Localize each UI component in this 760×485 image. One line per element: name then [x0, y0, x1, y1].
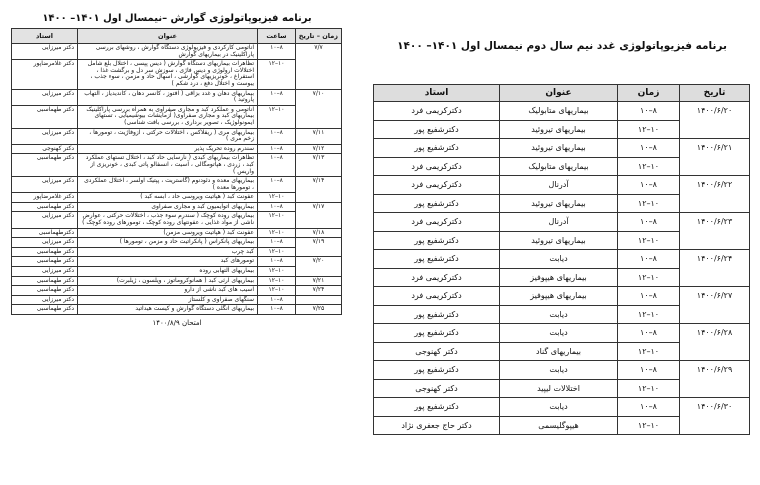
time-cell: ۸–۱۰ — [258, 154, 296, 177]
table-row — [12, 105, 342, 128]
table-row — [374, 398, 750, 417]
header-date: زمان – تاریخ — [296, 29, 342, 44]
time-cell: ۸–۱۰ — [258, 144, 296, 154]
table-row — [374, 213, 750, 232]
subject-cell: آدرنال — [500, 213, 618, 232]
date-cell: ۷/۷ — [296, 44, 342, 90]
date-cell: ۷/۱۴ — [296, 177, 342, 203]
subject-cell: بیماریهای گناد — [500, 342, 618, 361]
date-cell: ۷/۱۰ — [296, 89, 342, 128]
time-cell: ۱۰–۱۲ — [618, 379, 680, 398]
teacher-cell: دکترکریمی فرد — [374, 268, 500, 287]
time-cell: ۱۰–۱۲ — [618, 231, 680, 250]
time-cell: ۱۰–۱۲ — [258, 267, 296, 277]
teacher-cell: دکترکریمی فرد — [374, 287, 500, 306]
subject-cell: بیماریهای هیپوفیز — [500, 268, 618, 287]
table-row — [12, 295, 342, 305]
teacher-cell: دکترشفیع پور — [374, 250, 500, 269]
teacher-cell: دکترکریمی فرد — [374, 102, 500, 121]
table-row — [12, 305, 342, 315]
subject-cell: بیماریهای ارثی کبد ( همانوکروماتوز ، ویلسون ، ژیلبرت) — [78, 276, 258, 286]
subject-cell: بیماریهای اتوایمیون کبد و مجاری صفراوی — [78, 202, 258, 212]
time-cell: ۸–۱۰ — [618, 176, 680, 195]
teacher-cell: دکترکریمی فرد — [374, 213, 500, 232]
date-cell: ۱۴۰۰/۶/۲۷ — [680, 287, 750, 324]
subject-cell: عفونت کبد ( هپاتیت ویروسی حاد ، آبسه کبد ) — [78, 193, 258, 203]
date-cell: ۷/۱۹ — [296, 238, 342, 257]
date-cell: ۱۴۰۰/۶/۲۹ — [680, 361, 750, 398]
teacher-cell: دکترکریمی فرد — [374, 176, 500, 195]
table-row — [12, 144, 342, 154]
teacher-cell: دکترشفیع پور — [374, 120, 500, 139]
date-cell: ۷/۲۱ — [296, 276, 342, 286]
subject-cell: تومورهای کبد — [78, 257, 258, 267]
table-row — [12, 212, 342, 228]
teacher-cell: دکتر طهماسبی — [12, 305, 78, 315]
time-cell: ۸–۱۰ — [258, 128, 296, 144]
date-cell: ۱۴۰۰/۶/۲۸ — [680, 324, 750, 361]
subject-cell: آسیب های کبد ناشی از دارو — [78, 286, 258, 296]
table-row — [12, 44, 342, 60]
teacher-cell: دکترشفیع پور — [374, 398, 500, 417]
time-cell: ۸–۱۰ — [258, 238, 296, 248]
date-cell: ۱۴۰۰/۶/۲۲ — [680, 176, 750, 213]
teacher-cell: دکتر میرزایی — [12, 267, 78, 277]
date-cell: ۷/۲۰ — [296, 257, 342, 276]
gi-schedule-body — [12, 44, 342, 315]
time-cell: ۱۰–۱۲ — [258, 228, 296, 238]
teacher-cell: دکترشفیع پور — [374, 231, 500, 250]
subject-cell: تظاهرات بیماریهای کبدی ( نارسایی حاد کبد ، اختلال تستهای عملکرد کبد ، زردی ، هپاتومگالی ، آسیت ، انسفالو پاتی کبدی ، خونریزی از واریس ) — [78, 154, 258, 177]
subject-cell: بیماریهای معده و دئودنوم (گاستریت ، پپتیک اولسر ، اختلال عملکردی ، تومورها معده ) — [78, 177, 258, 193]
table-row — [374, 102, 750, 121]
time-cell: ۸–۱۰ — [258, 305, 296, 315]
teacher-cell: دکتر غلامرضاپور — [12, 193, 78, 203]
date-cell: ۷/۱۸ — [296, 228, 342, 238]
subject-cell: دیابت — [500, 361, 618, 380]
gi-schedule-table — [11, 28, 342, 315]
time-cell: ۱۰–۱۲ — [618, 305, 680, 324]
time-cell: ۱۰–۱۲ — [618, 120, 680, 139]
date-cell: ۷/۱۷ — [296, 202, 342, 228]
time-cell: ۸–۱۰ — [258, 177, 296, 193]
time-cell: ۱۰–۱۲ — [618, 268, 680, 287]
table-row — [12, 228, 342, 238]
time-cell: ۸–۱۰ — [258, 257, 296, 267]
gi-schedule-title: برنامه فیزیوپاتولوژی گوارش –نیمسال اول ۱۴۰۱– ۱۴۰۰ — [42, 13, 312, 24]
teacher-cell: دکترشفیع پور — [374, 305, 500, 324]
subject-cell: سنگهای صفراوی و کلستاز — [78, 295, 258, 305]
time-cell: ۸–۱۰ — [258, 202, 296, 212]
teacher-cell: دکتر حاج جعفری نژاد — [374, 416, 500, 435]
teacher-cell: دکترطهماسبی — [12, 228, 78, 238]
time-cell: ۸–۱۰ — [618, 102, 680, 121]
table-row — [12, 154, 342, 177]
time-cell: ۸–۱۰ — [618, 287, 680, 306]
teacher-cell: دکتر طهماسبی — [12, 105, 78, 128]
table-row — [374, 287, 750, 306]
endocrine-header-row — [374, 85, 750, 102]
table-row — [12, 89, 342, 105]
table-row — [374, 361, 750, 380]
teacher-cell: دکتر میرزایی — [12, 44, 78, 60]
teacher-cell: دکتر طهماسبی — [12, 202, 78, 212]
time-cell: ۱۰–۱۲ — [618, 416, 680, 435]
teacher-cell: دکترکریمی فرد — [374, 157, 500, 176]
time-cell: ۱۰–۱۲ — [258, 276, 296, 286]
time-cell: ۱۰–۱۲ — [258, 247, 296, 257]
table-row — [12, 247, 342, 257]
header-teacher: استاد — [12, 29, 78, 44]
subject-cell: بیماریهای انگلی دستگاه گوارش و کیست هیداتید — [78, 305, 258, 315]
teacher-cell: دکتر طهماسبی — [12, 154, 78, 177]
table-row — [12, 238, 342, 248]
teacher-cell: دکتر طهماسبی — [12, 257, 78, 267]
teacher-cell: دکترشفیع پور — [374, 324, 500, 343]
time-cell: ۸–۱۰ — [618, 139, 680, 158]
table-row — [374, 324, 750, 343]
endocrine-schedule-body — [374, 102, 750, 435]
date-cell: ۷/۲۵ — [296, 305, 342, 315]
time-cell: ۱۰–۱۲ — [258, 193, 296, 203]
subject-cell: آناتومی و عملکرد کبد و مجاری صفراوی به همراه بررسی پاراکلینیک بیماریهای کبد و مجاری صفراوی( آزمایشات بیوشیمیایی ، تستهای ایمونولوژیک ، تصویر برداری ، بررسی بافت شناسی) — [78, 105, 258, 128]
time-cell: ۸–۱۰ — [618, 324, 680, 343]
subject-cell: دیابت — [500, 305, 618, 324]
time-cell: ۱۰–۱۲ — [618, 194, 680, 213]
date-cell: ۷/۱۲ — [296, 144, 342, 154]
header-subject: عنوان — [500, 85, 618, 102]
teacher-cell: دکترشفیع پور — [374, 194, 500, 213]
table-row — [374, 139, 750, 158]
subject-cell: هیپوگلیسمی — [500, 416, 618, 435]
date-cell — [296, 295, 342, 305]
subject-cell: آدرنال — [500, 176, 618, 195]
endocrine-schedule-title: برنامه فیزیوپاتولوژی غدد نیم سال دوم نیمسال اول ۱۴۰۱– ۱۴۰۰ — [397, 40, 727, 52]
subject-cell: بیماریهای متابولیک — [500, 157, 618, 176]
subject-cell: بیماریهای متابولیک — [500, 102, 618, 121]
teacher-cell: دکتر غلامرضاپور — [12, 60, 78, 89]
time-cell: ۸–۱۰ — [618, 398, 680, 417]
teacher-cell: دکترشفیع پور — [374, 361, 500, 380]
subject-cell: بیماریهای پانکراس ( پانکراتیت حاد و مزمن ، تومورها ) — [78, 238, 258, 248]
subject-cell: بیماریهای تیروئید — [500, 231, 618, 250]
time-cell: ۱۰–۱۲ — [258, 105, 296, 128]
table-row — [12, 193, 342, 203]
subject-cell: بیماریهای دهان و غدد بزاقی ( افتوز ، کانسر دهان ، کاندیدیاز ، التهاب پاروتید ) — [78, 89, 258, 105]
table-row — [12, 267, 342, 277]
time-cell: ۱۰–۱۲ — [258, 60, 296, 89]
subject-cell: سندرم روده تحریک پذیر — [78, 144, 258, 154]
table-row — [374, 176, 750, 195]
table-row — [12, 257, 342, 267]
subject-cell: آناتومی کارکردی و فیزیولوژی دستگاه گوارش ، روشهای بررسی پاراکلینیک در بیماریهای گوارش — [78, 44, 258, 60]
teacher-cell: دکتر میرزایی — [12, 177, 78, 193]
date-cell: ۷/۱۱ — [296, 128, 342, 144]
time-cell: ۸–۱۰ — [618, 213, 680, 232]
date-cell: ۱۴۰۰/۶/۲۰ — [680, 102, 750, 139]
table-row — [12, 177, 342, 193]
endocrine-schedule-table — [373, 84, 750, 435]
table-row — [12, 286, 342, 296]
subject-cell: کبد چرب — [78, 247, 258, 257]
table-row — [12, 128, 342, 144]
date-cell: ۱۴۰۰/۶/۲۱ — [680, 139, 750, 176]
date-cell: ۷/۱۳ — [296, 154, 342, 177]
subject-cell: بیماریهای مری ( ریفلاکس ، اختلالات حرکتی ، ازوفاژیت ، تومورها ، زخم مری ) — [78, 128, 258, 144]
subject-cell: بیماریهای تیروئید — [500, 139, 618, 158]
header-time: ساعت — [258, 29, 296, 44]
table-row — [374, 250, 750, 269]
teacher-cell: دکتر طهماسبی — [12, 247, 78, 257]
subject-cell: عفونت کبد ( هپاتیت ویروسی مزمن) — [78, 228, 258, 238]
time-cell: ۱۰–۱۲ — [618, 157, 680, 176]
exam-date: امتحان ۱۴۰۰/۸/۹ — [152, 319, 202, 327]
table-row — [12, 60, 342, 89]
header-subject: عنوان — [78, 29, 258, 44]
subject-cell: اختلالات لیپید — [500, 379, 618, 398]
endocrine-schedule-sheet — [374, 36, 750, 435]
subject-cell: بیماریهای التهابی روده — [78, 267, 258, 277]
teacher-cell: دکتر میرزایی — [12, 89, 78, 105]
subject-cell: بیماریهای تیروئید — [500, 194, 618, 213]
time-cell: ۱۰–۱۲ — [258, 286, 296, 296]
teacher-cell: دکتر میرزایی — [12, 295, 78, 305]
table-row — [12, 276, 342, 286]
teacher-cell: دکتر کهنوجی — [374, 379, 500, 398]
table-row — [12, 202, 342, 212]
teacher-cell: دکتر کهنوجی — [12, 144, 78, 154]
time-cell: ۸–۱۰ — [258, 89, 296, 105]
subject-cell: دیابت — [500, 324, 618, 343]
subject-cell: بیماریهای هیپوفیز — [500, 287, 618, 306]
subject-cell: بیماریهای تیروئید — [500, 120, 618, 139]
subject-cell: دیابت — [500, 398, 618, 417]
date-cell: ۱۴۰۰/۶/۲۳ — [680, 213, 750, 250]
date-cell: ۱۴۰۰/۶/۲۴ — [680, 250, 750, 287]
header-teacher: استاد — [374, 85, 500, 102]
teacher-cell: دکتر میرزایی — [12, 212, 78, 228]
subject-cell: بیماریهای روده کوچک ( سندرم سوء جذب ، اختلالات حرکتی ، عوارض ناشی از مواد غذایی ، عفونتهای روده کوچک ، تومورهای روده کوچک ) — [78, 212, 258, 228]
teacher-cell: دکتر میرزایی — [12, 128, 78, 144]
subject-cell: دیابت — [500, 250, 618, 269]
gi-schedule-sheet — [12, 10, 342, 327]
time-cell: ۱۰–۱۲ — [618, 342, 680, 361]
time-cell: ۱۰–۱۲ — [258, 212, 296, 228]
header-time: زمان — [618, 85, 680, 102]
time-cell: ۸–۱۰ — [258, 44, 296, 60]
gi-header-row — [12, 29, 342, 44]
teacher-cell: دکترشفیع پور — [374, 139, 500, 158]
teacher-cell: دکتر کهنوجی — [374, 342, 500, 361]
teacher-cell: دکتر طهماسبی — [12, 276, 78, 286]
date-cell: ۱۴۰۰/۶/۳۰ — [680, 398, 750, 435]
time-cell: ۸–۱۰ — [618, 361, 680, 380]
subject-cell: تظاهرات بیماریهای دستگاه گوارش ( دیس پپسی ، اختلال بلع شامل اختلالات ارولوژی و دیس فاژی ، سوزش سر دل و برگشت غذا ، استفراغ ، خونریزیهای گوارشی ، اسهال حاد و مزمن ، سوء جذب ، یبوست و اختلال دفع ، درد شکم ) — [78, 60, 258, 89]
teacher-cell: دکتر میرزایی — [12, 238, 78, 248]
time-cell: ۸–۱۰ — [618, 250, 680, 269]
time-cell: ۸–۱۰ — [258, 295, 296, 305]
date-cell: ۷/۲۴ — [296, 286, 342, 296]
header-date: تاریخ — [680, 85, 750, 102]
teacher-cell: دکتر طهماسبی — [12, 286, 78, 296]
